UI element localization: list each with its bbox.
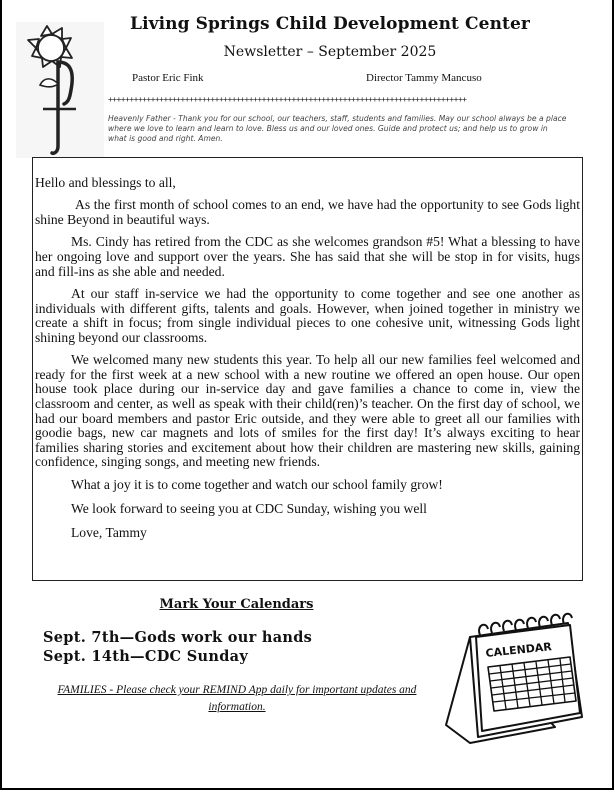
letter-greeting: Hello and blessings to all, xyxy=(35,175,176,190)
letter-closing-line: We look forward to seeing you at CDC Sunday, wishing you well xyxy=(71,500,427,516)
letter-paragraph: Ms. Cindy has retired from the CDC as she welcomes grandson #5! What a blessing to have her ongoing love and support over the years. She has said that she will be stop in for visits, hugs and fill-ins as she able and needed. xyxy=(35,234,580,279)
mark-calendars-heading: Mark Your Calendars xyxy=(159,597,314,612)
sunflower-cross-logo-icon xyxy=(16,22,104,158)
letter-paragraph: We welcomed many new students this year. To help all our new families feel welcomed and ready for the first week at a new school with a new routine we offered an open house. Our open house took place during our in-service day and gave families a chance to come in, view the classroom and center, as well as speak with their child(ren)’s teacher. On the first day of school, we had our board members and pastor Eric outside, and they were able to greet all our families with goodie bags, new car magnets and lots of smiles for the first day! It’s always exciting to hear families sharing stories and excitement about how their children are mastering new skills, gaining confidence, singing songs, and meeting new friends. xyxy=(35,352,580,470)
remind-app-notice: FAMILIES - Please check your REMIND App daily for important updates and information. xyxy=(57,684,417,713)
letter-paragraph: At our staff in-service we had the opportunity to come together and see one another as individuals with different gifts, talents and goals. However, when joined together in ministry we create a shift in focus; from single individual pieces to one cohesive unit, witnessing Gods light shining beyond our classrooms. xyxy=(35,285,580,345)
letter-closing-line: What a joy it is to come together and watch our school family grow! xyxy=(71,476,443,492)
desk-calendar-icon xyxy=(440,605,600,745)
pastor-name: Pastor Eric Fink xyxy=(132,72,204,84)
letter-signature: Love, Tammy xyxy=(71,524,147,540)
prayer-text: Heavenly Father - Thank you for our school, our teachers, staff, students and families. May our school always be a place where we love to learn and learn to love. Bless us and our loved ones. Guide and protect us; and help us to grow in what is good and right. Amen. xyxy=(108,114,567,143)
newsletter-subtitle: Newsletter – September 2025 xyxy=(223,44,437,60)
letter-paragraph: As the first month of school comes to an end, we have had the opportunity to see Gods light shine Beyond in beautiful ways. xyxy=(35,197,580,227)
newsletter-title: Living Springs Child Development Center xyxy=(130,14,530,34)
calendar-art-label: CALENDAR xyxy=(484,640,553,660)
letter-box xyxy=(32,157,583,581)
calendar-event: Sept. 14th—CDC Sunday xyxy=(43,648,249,665)
plus-divider: ++++++++++++++++++++++++++++++++++++++++++++++++++++++++++++++++++++++++++++++++++++ xyxy=(108,95,467,104)
director-name: Director Tammy Mancuso xyxy=(366,72,482,84)
calendar-event: Sept. 7th—Gods work our hands xyxy=(43,629,313,646)
